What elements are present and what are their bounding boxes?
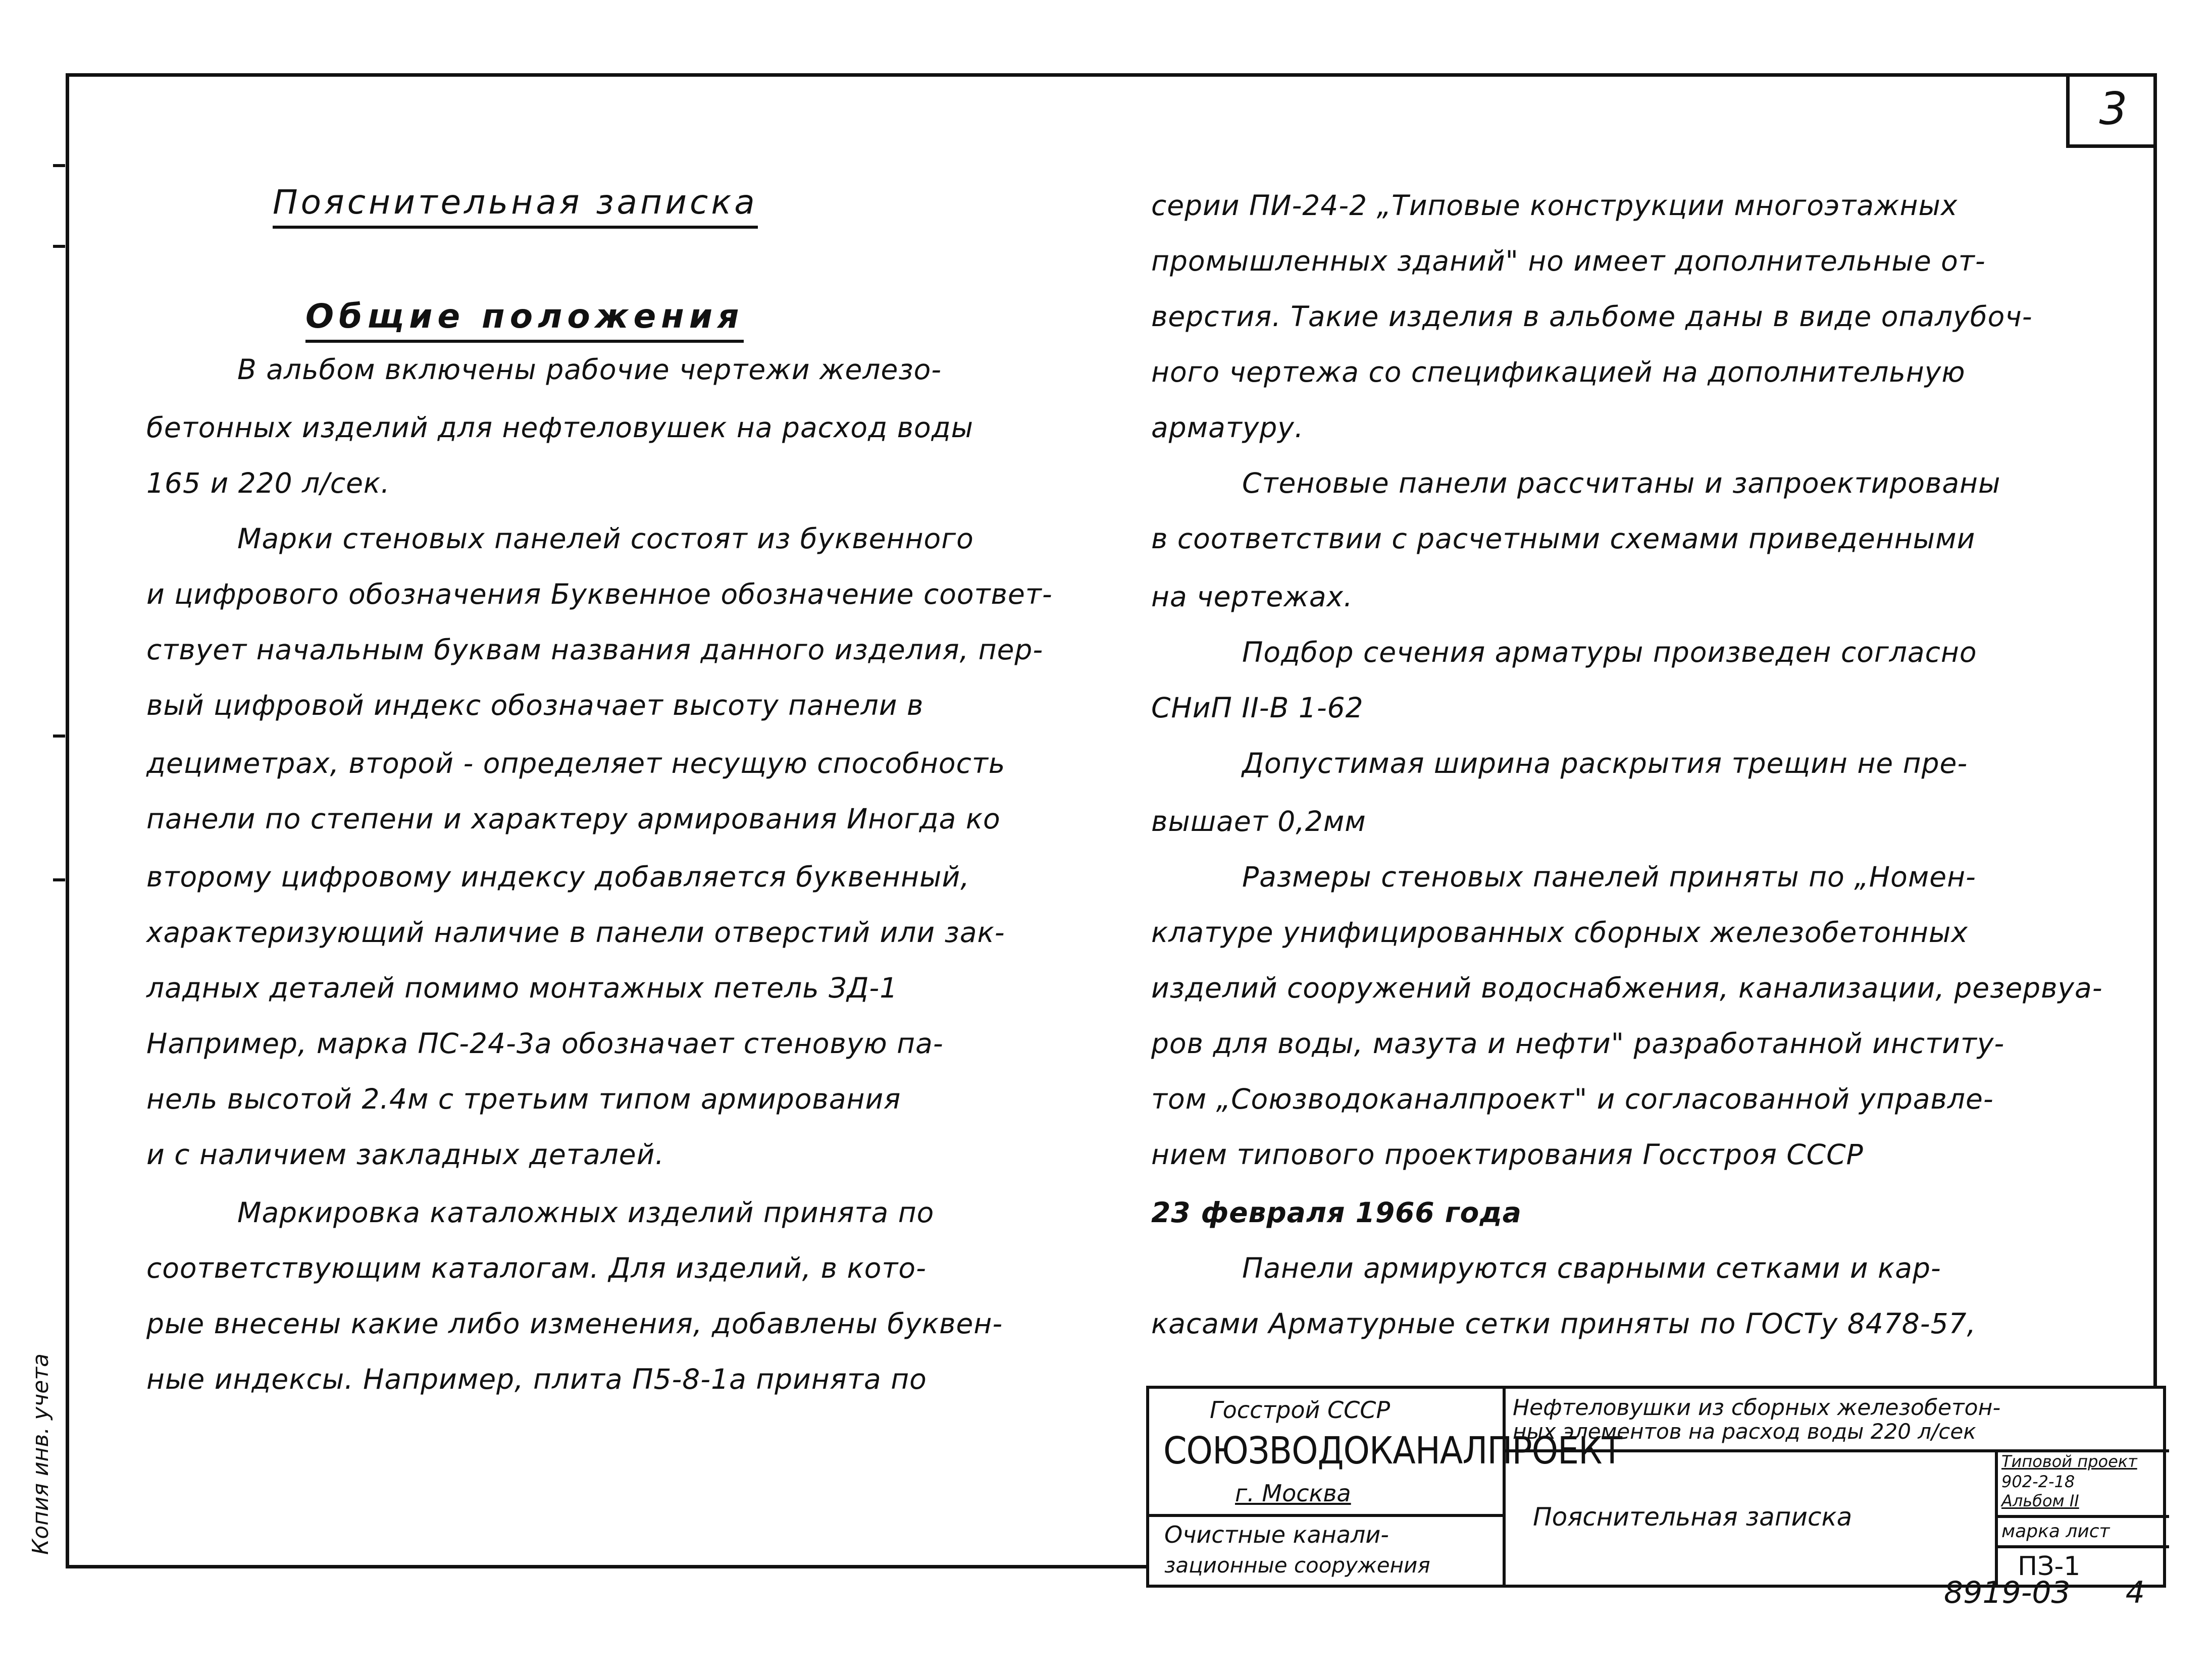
project-line-1: Нефтеловушки из сборных железобетон- (1513, 1395, 2001, 1421)
text-line: Подбор сечения арматуры произведен согласно (1242, 636, 1977, 668)
margin-tick (53, 245, 65, 248)
stamp-divider (1995, 1515, 2169, 1518)
text-line: ров для воды, мазута и нефти" разработанной институ- (1151, 1027, 2005, 1060)
section-subheading: Общие положения (305, 297, 744, 343)
stamp-divider (1503, 1389, 1506, 1585)
text-line: в соответствии с расчетными схемами приведенными (1151, 522, 1976, 555)
stamp-divider (1995, 1545, 2169, 1548)
text-line: ные индексы. Например, плита П5-8-1а принята по (146, 1363, 927, 1395)
project-code: 902-2-18 (2001, 1472, 2075, 1491)
text-line: 23 февраля 1966 года (1151, 1196, 1522, 1229)
text-line: клатуре унифицированных сборных железобетонных (1151, 916, 1968, 949)
text-line: Панели армируются сварными сетками и кар- (1242, 1252, 1941, 1284)
text-line: СНиП II-В 1-62 (1151, 692, 1364, 724)
text-line: вышает 0,2мм (1151, 805, 1366, 837)
title-block (1146, 1386, 2166, 1588)
sheet-number-box (2066, 73, 2157, 148)
section-line-2: зационные сооружения (1164, 1553, 1430, 1578)
text-line: второму цифровому индексу добавляется буквенный, (146, 861, 970, 893)
text-line: и с наличием закладных деталей. (146, 1138, 664, 1171)
text-line: Допустимая ширина раскрытия трещин не пре- (1242, 747, 1968, 779)
text-line: на чертежах. (1151, 581, 1353, 613)
mark: ПЗ-1 (2018, 1551, 2081, 1582)
text-line: нием типового проектирования Госстроя СССР (1151, 1138, 1864, 1171)
text-line: вый цифровой индекс обозначает высоту панели в (146, 689, 924, 721)
margin-tick (53, 878, 65, 881)
text-line: дециметрах, второй - определяет несущую способность (146, 747, 1006, 779)
album: Альбом II (2001, 1491, 2079, 1510)
text-line: рые внесены какие либо изменения, добавлены буквен- (146, 1307, 1003, 1340)
section-line-1: Очистные канали- (1164, 1521, 1389, 1548)
document-number (1944, 1575, 2145, 1610)
text-line: Например, марка ПС-24-3а обозначает стеновую па- (146, 1027, 944, 1060)
typical-project-label: Типовой проект (2001, 1452, 2137, 1471)
mark-sheet-label: марка лист (2001, 1521, 2110, 1542)
side-note: Копия инв. учета (28, 1353, 54, 1555)
document-heading: Пояснительная записка (273, 183, 758, 229)
text-line: ного чертежа со спецификацией на дополнительную (1151, 356, 1966, 388)
text-line: Марки стеновых панелей состоят из буквенного (237, 522, 974, 555)
text-line: нель высотой 2.4м с третьим типом армирования (146, 1083, 901, 1115)
document-title: Пояснительная записка (1533, 1502, 1853, 1532)
text-line: панели по степени и характеру армирования Иногда ко (146, 803, 1001, 835)
text-line: промышленных зданий" но имеет дополнительные от- (1151, 245, 1986, 277)
text-line: серии ПИ-24-2 „Типовые конструкции многоэтажных (1151, 189, 1958, 222)
text-line: арматуру. (1151, 411, 1304, 444)
text-line: бетонных изделий для нефтеловушек на расход воды (146, 411, 974, 444)
text-line: ладных деталей помимо монтажных петель ЗД-1 (146, 972, 898, 1004)
text-line: касами Арматурные сетки приняты по ГОСТу 8478-57, (1151, 1307, 1977, 1340)
authority: Госстрой СССР (1210, 1396, 1391, 1424)
document-number-text: 8919-03 (1944, 1575, 2071, 1610)
text-line: В альбом включены рабочие чертежи железо- (237, 353, 942, 386)
text-line: Стеновые панели рассчитаны и запроектированы (1242, 467, 2001, 499)
text-line: соответствующим каталогам. Для изделий, в кото- (146, 1252, 927, 1284)
sheet-number: 3 (2099, 83, 2128, 135)
text-line: том „Союзводоканалпроект" и согласованной управле- (1151, 1083, 1994, 1115)
stamp-divider (1149, 1514, 1503, 1517)
page-mark: 4 (2125, 1575, 2145, 1610)
text-line: ствует начальным буквам названия данного изделия, пер- (146, 634, 1044, 666)
text-line: изделий сооружений водоснабжения, канализации, резервуа- (1151, 972, 2103, 1004)
text-line: характеризующий наличие в панели отверстий или зак- (146, 916, 1005, 949)
text-line: и цифрового обозначения Буквенное обозначение соответ- (146, 578, 1053, 610)
text-line: Размеры стеновых панелей приняты по „Номен- (1242, 861, 1976, 893)
text-line: верстия. Такие изделия в альбоме даны в виде опалубоч- (1151, 300, 2033, 333)
project-line-2: ных элементов на расход воды 220 л/сек (1513, 1419, 1976, 1444)
city: г. Москва (1235, 1480, 1351, 1507)
margin-tick (53, 735, 65, 738)
margin-tick (53, 164, 65, 167)
organization: СОЮЗВОДОКАНАЛПРОЕКТ (1163, 1429, 1622, 1473)
text-line: Маркировка каталожных изделий принята по (237, 1196, 935, 1229)
text-line: 165 и 220 л/сек. (146, 467, 390, 499)
